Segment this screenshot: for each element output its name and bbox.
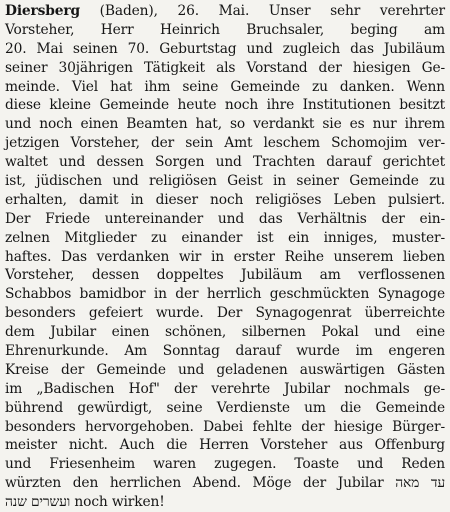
article-line-20: Kreise der Gemeinde und geladenen auswärtigen Gästen — [5, 361, 445, 378]
article-line-13: zelnen Mitglieder zu einander ist ein inniges, muster- — [5, 229, 445, 246]
article-line-25: und Friesenheim waren zugegen. Toaste und Reden — [5, 456, 445, 473]
article-line-2: Vorsteher, Herr Heinrich Bruchsaler, beging am — [5, 21, 445, 38]
article-line-17: besonders gefeiert wurde. Der Synagogenrat überreichte — [5, 305, 445, 322]
article-line-14: haftes. Das verdanken wir in erster Reihe unserem lieben — [5, 248, 445, 265]
article-line-4: seiner 30jährigen Tätigkeit als Vorstand der hiesigen Ge- — [5, 59, 445, 76]
article-line-26: würzten den herrlichen Abend. Möge der Jubilar עד מאה — [5, 475, 445, 492]
article-line-10: ist, jüdischen und religiösen Geist in seiner Gemeinde zu — [5, 173, 445, 190]
article-line-1-text: (Baden), 26. Mai. Unser sehr verehrter — [80, 3, 445, 19]
place-name: Diersberg — [5, 3, 81, 19]
article-line-9: waltet und dessen Sorgen und Trachten darauf gerichtet — [5, 154, 445, 171]
article-line-27: ועשרים שנה noch wirken! — [5, 494, 165, 511]
article-line-16: Schabbos bamidbor in der herrlich geschmückten Synagoge — [5, 286, 445, 303]
article-line-18: dem Jubilar einen schönen, silbernen Pokal und eine — [5, 324, 445, 341]
article-line-6: diese kleine Gemeinde heute noch ihre Institutionen besitzt — [5, 97, 445, 114]
article-text — [5, 2, 445, 512]
article-line-1 — [5, 2, 445, 21]
article-line-22: bührend gewürdigt, seine Verdienste um die Gemeinde — [5, 399, 445, 416]
article-line-7: und noch einen Beamten hat, so verdankt sie es nur ihrem — [5, 116, 445, 133]
article-line-12: Der Friede untereinander und das Verhältnis der ein- — [5, 210, 445, 227]
article-line-21: im „Badischen Hof" der verehrte Jubilar nochmals ge- — [5, 380, 445, 397]
article-line-15: Vorsteher, dessen doppeltes Jubiläum am verflossenen — [5, 267, 445, 284]
article-line-23: besonders hervorgehoben. Dabei fehlte der hiesige Bürger- — [5, 418, 445, 435]
article-line-19: Ehrenurkunde. Am Sonntag darauf wurde im engeren — [5, 343, 445, 360]
article-line-3: 20. Mai seinen 70. Geburtstag und zugleich das Jubiläum — [5, 40, 445, 57]
article-line-24: meister nicht. Auch die Herren Vorsteher aus Offenburg — [5, 437, 445, 454]
article-line-8: jetzigen Vorsteher, der sein Amt leschem Schomojim ver- — [5, 135, 445, 152]
article-line-5: meinde. Viel hat ihm seine Gemeinde zu danken. Wenn — [5, 78, 445, 95]
article-line-11: erhalten, damit in dieser noch religiöses Leben pulsiert. — [5, 191, 445, 208]
